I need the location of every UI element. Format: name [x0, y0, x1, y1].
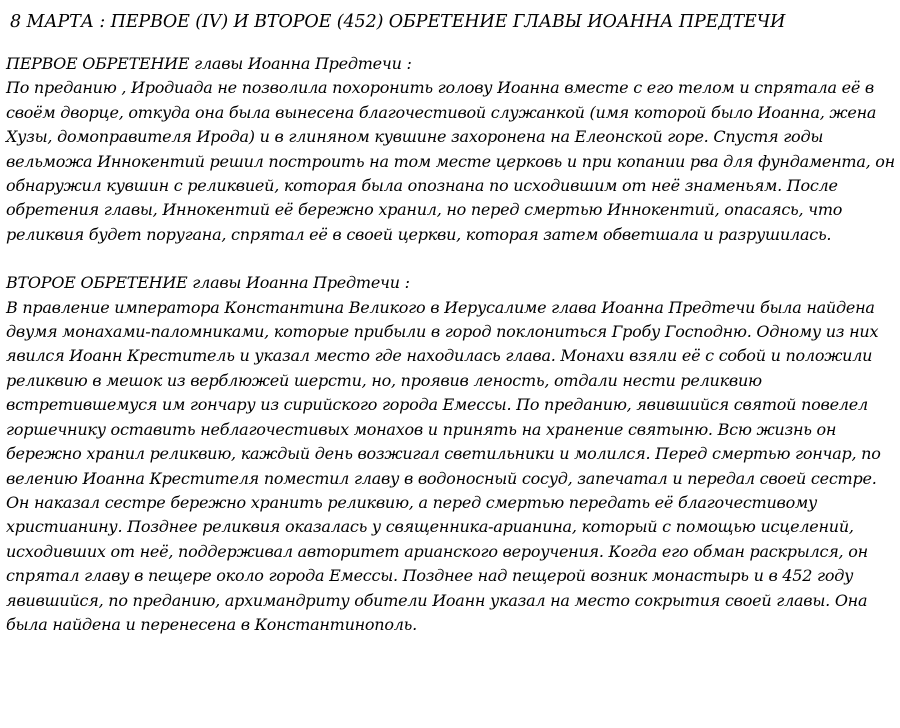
section-heading-rest: главы Иоанна Предтечи :	[187, 273, 410, 293]
section-body-text: В правление императора Константина Великого в Иерусалиме глава Иоанна Предтечи была найдена двумя монахами-паломниками, которые прибыли в город поклониться Гробу Господню. Одному из них явился Иоанн Креститель и указал место где находилась глава. Монахи взяли её с собой и положили реликвию в мешок из верблюжей шерсти, но, проявив леность, отдали нести реликвию встретившемуся им гончару из сирийского города Емессы. По преданию, явившийся святой повелел горшечнику оставить неблагочестивых монахов и принять на хранение святыню. Всю жизнь он бережно хранил реликвию, каждый день возжигал светильники и молился. Перед смертью гончар, по велению Иоанна Крестителя поместил главу в водоносный сосуд, запечатал и передал своей сестре. Он наказал сестре бережно хранить реликвию, а перед смертью передать её благочестивому христианину. Позднее реликвия оказалась у священника-арианина, который с помощью исцелений, исходивших от неё, поддерживал авторитет арианского вероучения. Когда его обман раскрылся, он спрятал главу в пещере около города Емессы. Позднее над пещерой возник монастырь и в 452 году явившийся, по преданию, архимандриту обители Иоанн указал на место сокрытия своей главы. Она была найдена и перенесена в Константинополь.	[6, 297, 881, 634]
section-heading	[6, 52, 896, 76]
section-heading-caps: ВТОРОЕ ОБРЕТЕНИЕ	[6, 273, 188, 293]
section-heading-caps: ПЕРВОЕ ОБРЕТЕНИЕ	[6, 54, 190, 73]
section-heading-rest: главы Иоанна Предтечи :	[189, 54, 412, 73]
page-title: 8 МАРТА : ПЕРВОЕ (IV) И ВТОРОЕ (452) ОБРЕТЕНИЕ ГЛАВЫ ИОАННА ПРЕДТЕЧИ	[10, 12, 786, 32]
section-first-finding	[6, 52, 896, 247]
section-body-text: По преданию , Иродиада не позволила похоронить голову Иоанна вместе с его телом и спрятала её в своём дворце, откуда она была вынесена благочестивой служанкой (имя которой было Иоанна, жена Хузы, домоправителя Ирода) и в глиняном кувшине захоронена на Елеонской горе. Спустя годы вельможа Иннокентий решил построить на том месте церковь и при копании рва для фундамента, он обнаружил кувшин с реликвией, которая была опознана по исходившим от неё знаменьям. После обретения главы, Иннокентий её бережно хранил, но перед смертью Иннокентий, опасаясь, что реликвия будет поругана, спрятал её в своей церкви, которая затем обветшала и разрушилась.	[6, 78, 895, 244]
section-second-finding	[6, 271, 896, 637]
document-page	[6, 10, 896, 637]
section-heading	[6, 271, 896, 295]
